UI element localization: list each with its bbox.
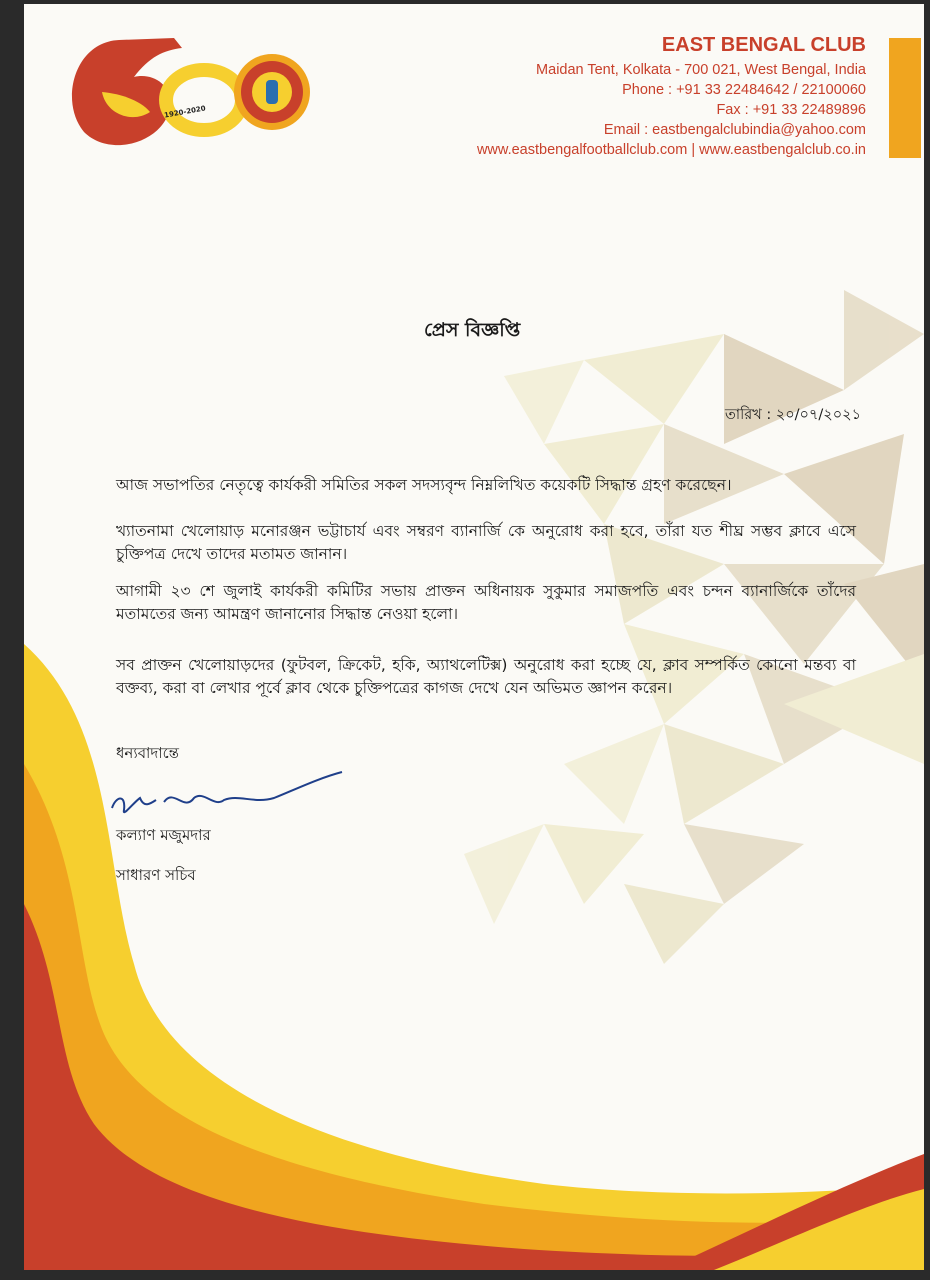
club-websites: www.eastbengalfootballclub.com | www.eastbengalclub.co.in — [476, 142, 866, 158]
signature-scribble — [104, 768, 344, 828]
signatory-name: কল্যাণ মজুমদার — [116, 826, 211, 844]
header-accent-bar — [889, 38, 921, 158]
club-fax: Fax : +91 33 22489896 — [716, 102, 866, 118]
triangle-pattern — [464, 290, 924, 964]
letter-page — [24, 4, 924, 1270]
logo-years: 1920-2020 — [163, 104, 207, 120]
closing-text: ধন্যবাদান্তে — [116, 744, 180, 762]
logo-torch-icon — [266, 80, 278, 104]
signatory-title: সাধারণ সচিব — [116, 866, 196, 884]
paragraph-4: সব প্রাক্তন খেলোয়াড়দের (ফুটবল, ক্রিকেট, হকি, অ্যাথলেটিক্স) অনুরোধ করা হচ্ছে যে, ক্লাব সম্পর্কিত কোনো মন্তব্য বা বক্তব্য, করা বা লেখার পূর্বে ক্লাব থেকে চুক্তিপত্রের কাগজ দেখে যেন অভিমত জ্ঞাপন করেন। — [116, 656, 856, 697]
club-address: Maidan Tent, Kolkata - 700 021, West Bengal, India — [536, 62, 866, 78]
logo-zero-ring — [163, 70, 242, 130]
paragraph-2: খ্যাতনামা খেলোয়াড় মনোরঞ্জন ভট্টাচার্য এবং সম্বরণ ব্যানার্জি কে অনুরোধ করা হবে, তাঁরা যত শীঘ্র সম্ভব ক্লাবে এসে চুক্তিপত্র দেখে তাদের মতামত জানান। — [116, 522, 856, 563]
letterhead-background — [24, 4, 924, 1270]
club-phone: Phone : +91 33 22484642 / 22100060 — [622, 82, 866, 98]
document-title: প্রেস বিজ্ঞপ্তি — [424, 319, 521, 341]
centenary-logo — [64, 32, 314, 152]
club-name: EAST BENGAL CLUB — [661, 34, 866, 56]
paragraph-1: আজ সভাপতির নেতৃত্বে কার্যকরী সমিতির সকল সদস্যবৃন্দ নিম্নলিখিত কয়েকটি সিদ্ধান্ত গ্রহণ করেছেন। — [116, 476, 732, 494]
club-email: Email : eastbengalclubindia@yahoo.com — [603, 122, 866, 138]
paragraph-3: আগামী ২৩ শে জুলাই কার্যকরী কমিটির সভায় প্রাক্তন অধিনায়ক সুকুমার সমাজপতি এবং চন্দন ব্যানার্জিকে তাঁদের মতামতের জন্য আমন্ত্রণ জানানোর সিদ্ধান্ত নেওয়া হলো। — [116, 582, 856, 623]
document-date: তারিখ : ২০/০৭/২০২১ — [724, 407, 861, 423]
